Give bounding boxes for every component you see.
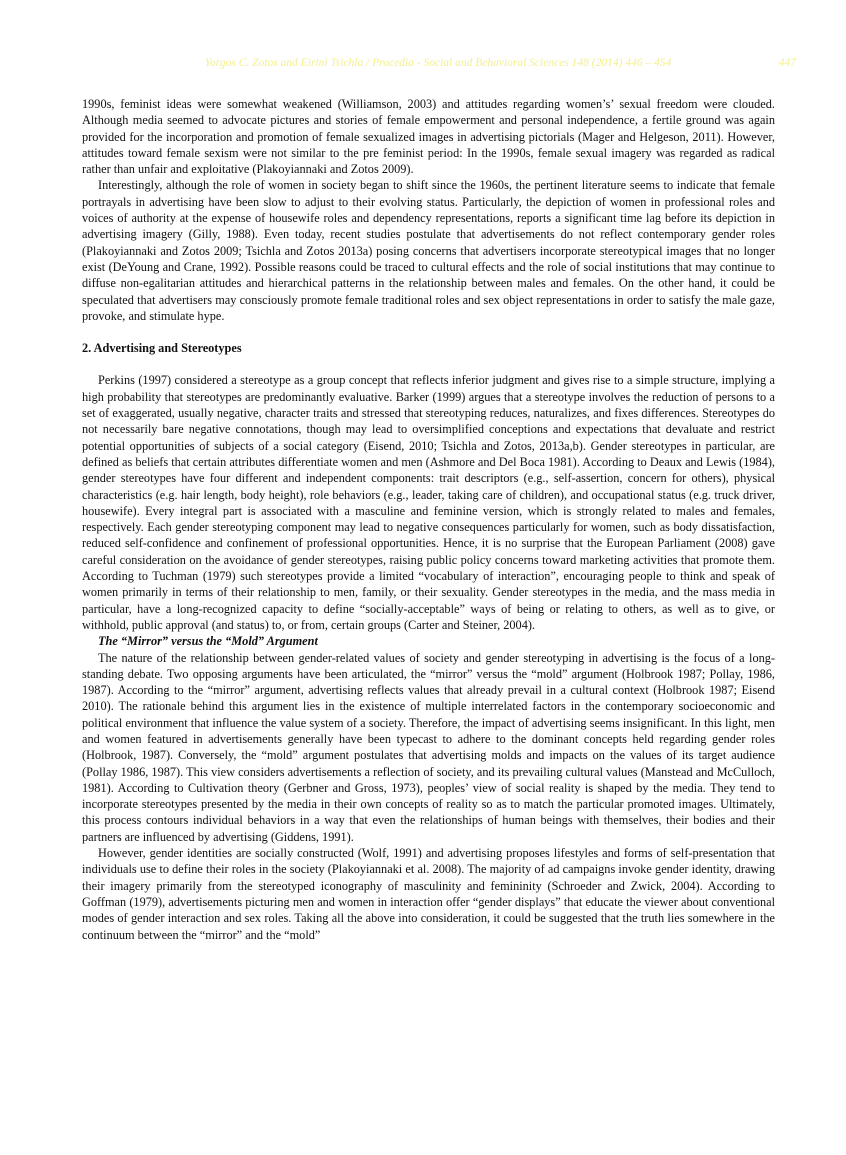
body-text bbox=[82, 96, 775, 943]
paragraph: Perkins (1997) considered a stereotype as a group concept that reflects inferior judgment and gives rise to a simple structure, implying a high probability that stereotypes are predominantly evaluative. Barker (1999) argues that a stereotype involves the reduction of persons to a set of exaggerated, usually negative, character traits and stressed that stereotyping reduces, naturalizes, and fixes differences. Stereotypes do not necessarily bare negative connotations, though may lead to oversimplified conceptions and expectations that devaluate and restrict potential opportunities of subjects of a social category (Eisend, 2010; Tsichla and Zotos, 2013a,b). Gender stereotypes in particular, are defined as beliefs that certain attributes differentiate women and men (Ashmore and Del Boca 1981). According to Deaux and Lewis (1984), gender stereotypes have four different and independent components: trait descriptors (e.g., self-assertion, concern for others), physical characteristics (e.g. hair length, body height), role behaviors (e.g., leader, taking care of children), and occupational status (e.g. truck driver, housewife). Every integral part is associated with a masculine and feminine version, which is strongly related to males and females, respectively. Each gender stereotyping component may lead to negative consequences particularly for women, such as body dissatisfaction, reduced self-confidence and confinement of professional opportunities. Hence, it is no surprise that the European Parliament (2008) gave careful consideration on the avoidance of gender stereotypes, raising public policy concerns toward marketing activities that promote them. According to Tuchman (1979) such stereotypes provide a limited “vocabulary of interaction”, encouraging people to think and speak of women primarily in terms of their relationship to men, family, or their sexuality. Gender stereotypes in the media, and the mass media in particular, have a long-recognized capacity to define “socially-acceptable” ways of being or relating to others, as well as to give, or withhold, public approval (and status) to, or from, certain groups (Carter and Steiner, 2004). bbox=[82, 373, 775, 632]
journal-citation: Yorgos C. Zotos and Eirini Tsichla / Procedia - Social and Behavioral Sciences 148 (2014) 446 – 454 bbox=[204, 57, 672, 69]
paragraph: Interestingly, although the role of women in society began to shift since the 1960s, the pertinent literature seems to indicate that female portrayals in advertising have been slow to adjust to their evolving status. Particularly, the depiction of women in professional roles and voices of authority at the expense of housewife roles and dependency representations, reports a significant time lag before its depiction in advertising imagery (Gilly, 1988). Even today, recent studies postulate that advertisements do not reflect contemporary gender roles (Plakoyiannaki and Zotos 2009; Tsichla and Zotos 2013a) posing concerns that advertisers incorporate stereotypical images that no longer exist (DeYoung and Crane, 1992). Possible reasons could be traced to cultural effects and the role of social institutions that may continue to diffuse non-egalitarian attitudes and hierarchical patterns in the relationship between males and females. On the other hand, it could be speculated that advertisers may consciously promote female traditional roles and sex object representations in order to satisfy the male gaze, provoke, and stimulate hype. bbox=[82, 178, 775, 323]
page-number: 447 bbox=[778, 57, 796, 69]
paragraph: 1990s, feminist ideas were somewhat weakened (Williamson, 2003) and attitudes regarding women’s’ sexual freedom were clouded. Although media seemed to advocate pictures and stories of female empowerment and personal independence, a fertile ground was again provided for the incorporation and promotion of female sexualized images in advertising pictorials (Mager and Helgeson, 2011). However, attitudes toward female sexism were not similar to the pre feminist period: In the 1990s, female sexual imagery was regarded as radical rather than unfair and exploitative (Plakoyiannaki and Zotos 2009). bbox=[82, 97, 775, 177]
paragraph: However, gender identities are socially constructed (Wolf, 1991) and advertising proposes lifestyles and forms of self-presentation that individuals use to define their roles in the society (Plakoyiannaki et al. 2008). The majority of ad campaigns invoke gender identity, drawing their imagery primarily from the stereotyped iconography of masculinity and femininity (Schroeder and Zwick, 2004). According to Goffman (1979), advertisements picturing men and women in interaction offer “gender displays” that educate the viewer about conventional modes of gender interaction and sex roles. Taking all the above into consideration, it could be suggested that the truth lies somewhere in the continuum between the “mirror” and the “mold” bbox=[82, 846, 775, 942]
subsection-heading: The “Mirror” versus the “Mold” Argument bbox=[98, 634, 318, 649]
running-header bbox=[80, 57, 796, 73]
paragraph: The nature of the relationship between gender-related values of society and gender stereotyping in advertising is the focus of a long-standing debate. Two opposing arguments have been articulated, the “mirror” versus the “mold” argument (Holbrook 1987; Pollay, 1986, 1987). According to the “mirror” argument, advertising reflects values that already prevail in a cultural context (Holbrook 1987; Eisend 2010). The rationale behind this argument lies in the existence of multiple interrelated factors in the contemporary socioeconomic and political environment that influence the value system of a society. Therefore, the impact of advertising seems insignificant. In this light, men and women featured in advertisements generally have been typecast to adhere to the dominant concepts held regarding gender roles (Holbrook, 1987). Conversely, the “mold” argument postulates that advertising molds and impacts on the values of its target audience (Pollay 1986, 1987). This view considers advertisements a reflection of society, and its prevailing cultural values (Manstead and McCulloch, 1981). According to Cultivation theory (Gerbner and Gross, 1973), peoples’ view of social reality is shaped by the media. They tend to incorporate stereotypes presented by the media in their own concepts of reality so as to match the particular promoted images. Ultimately, this process contours individual behaviors in a way that even the relationships of human beings with themselves, their bodies and their partners are influenced by advertising (Giddens, 1991). bbox=[82, 650, 775, 844]
section-heading: 2. Advertising and Stereotypes bbox=[82, 341, 242, 356]
